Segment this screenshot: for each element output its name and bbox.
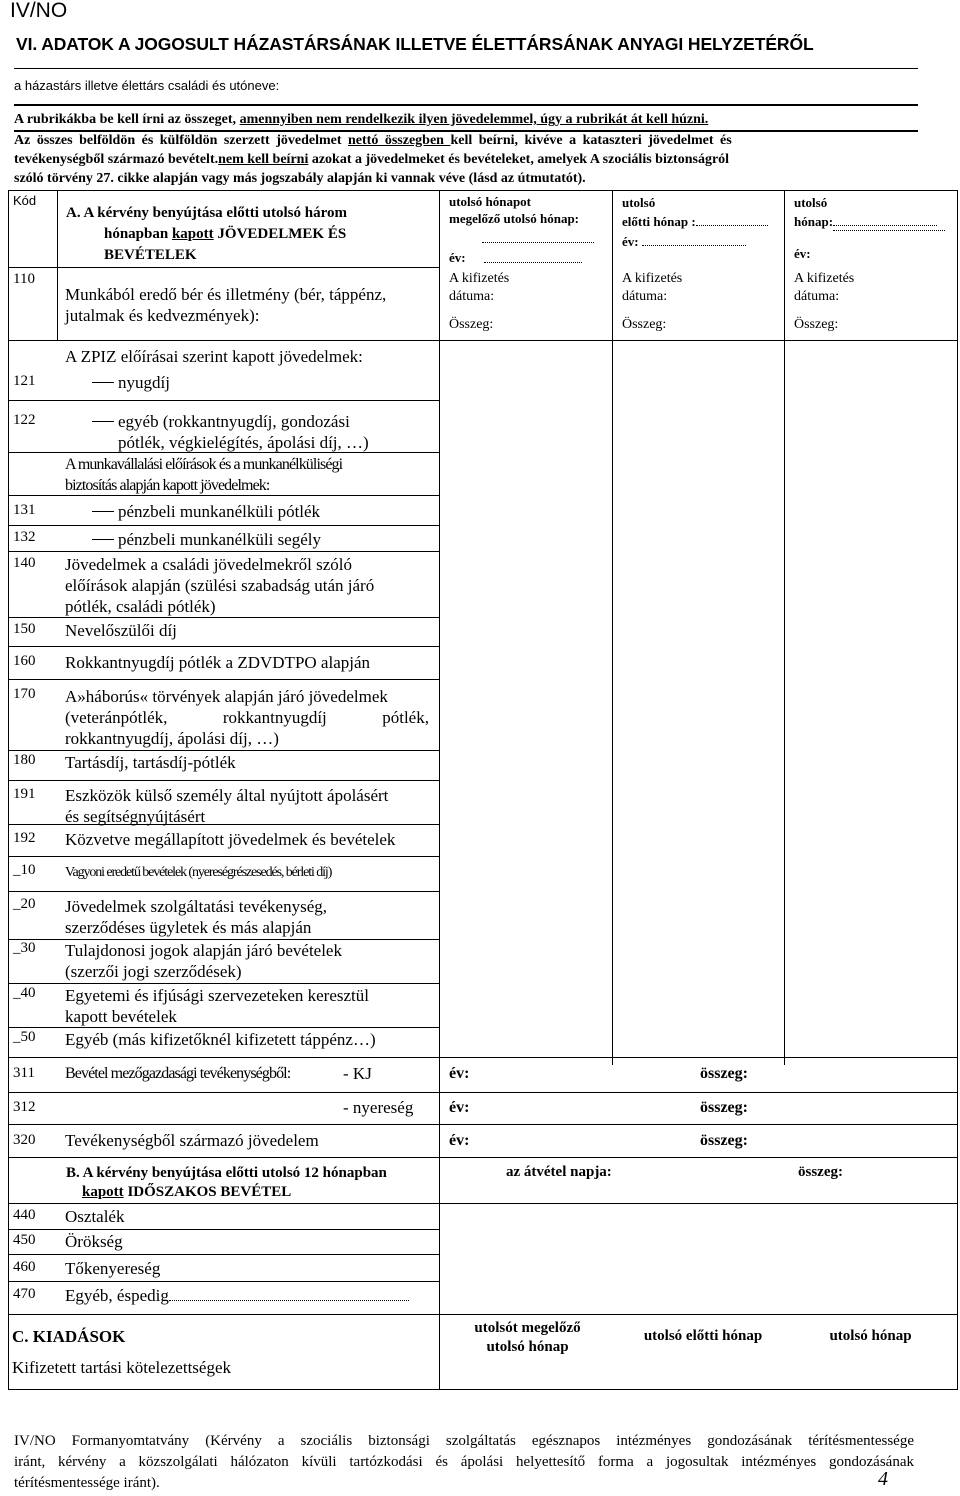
row-code-460: 460	[13, 1259, 36, 1275]
row-line	[8, 1027, 439, 1028]
title-underline	[14, 68, 918, 69]
row-line	[8, 525, 439, 526]
row-code-191: 191	[13, 786, 36, 802]
col3-month-field[interactable]	[833, 230, 945, 231]
row-line	[8, 1281, 439, 1282]
row-text-122: egyéb (rokkantnyugdíj, gondozási pótlék, végkielégítés, ápolási díj, …)	[118, 412, 369, 452]
row-text-160: Rokkantnyugdíj pótlék a ZDVDTPO alapján	[65, 653, 371, 672]
instruction-line-4: szóló törvény 27. cikke alapján vagy más jogszabály alapján ki vannak véve (lásd az útmutatót).	[14, 171, 586, 186]
col3-year-label: év:	[794, 246, 811, 261]
row-line	[8, 1124, 957, 1125]
col1-header: utolsó hónapot megelőző utolsó hónap:	[449, 194, 579, 226]
unemployment-heading: A munkavállalási előírások és a munkanélküliségi biztosítás alapján kapott jövedelmek:	[65, 456, 343, 494]
dash-121	[92, 382, 114, 383]
row-code-30: _30	[13, 940, 36, 956]
table-a-left-border	[8, 190, 9, 1390]
row-text-150: Nevelőszülői díj	[65, 621, 177, 640]
dash-132	[92, 539, 114, 540]
row-text-460: Tőkenyereség	[65, 1259, 161, 1278]
table-a-top-border	[8, 190, 958, 191]
page-number: 4	[878, 1468, 888, 1490]
row-code-312: 312	[13, 1099, 36, 1115]
row-line	[8, 1157, 957, 1158]
row-code-40: _40	[13, 985, 36, 1001]
row-text-110: Munkából eredő bér és illetmény (bér, táppénz, jutalmak és kedvezmények):	[65, 285, 387, 325]
table-c-col2: utolsó előtti hónap	[643, 1328, 763, 1344]
form-id: IV/NO	[10, 0, 68, 22]
col1-payment-date-label: A kifizetés dátuma:	[449, 271, 510, 304]
row-sub-312: - nyereség	[343, 1098, 414, 1117]
row-sum-312: összeg:	[700, 1099, 748, 1116]
code-column-divider	[57, 190, 58, 340]
row-sum-320: összeg:	[700, 1132, 748, 1149]
row-text-40: Egyetemi és ifjúsági szervezeteken keresztül kapott bevételek	[65, 986, 369, 1026]
instruction-underline	[14, 130, 918, 132]
row-text-450: Örökség	[65, 1232, 123, 1251]
col1-year-field[interactable]	[484, 262, 582, 263]
row-text-440: Osztalék	[65, 1207, 125, 1226]
table-bottom-border	[8, 1389, 957, 1390]
row-sub-311: - KJ	[343, 1064, 372, 1083]
row-line	[8, 340, 957, 341]
row-text-180: Tartásdíj, tartásdíj-pótlék	[65, 753, 236, 772]
row-text-50: Egyéb (más kifizetőknél kifizetett táppénz…)	[65, 1030, 376, 1049]
instruction-line-2: Az összes belföldön és külföldön szerzett jövedelmet nettó összegben kell beírni, kivéve a kataszteri jövedelmet és	[14, 133, 732, 148]
table-a-title: A. A kérvény benyújtása előtti utolsó három hónapban kapott JÖVEDELMEK ÉS BEVÉTELEK	[66, 205, 347, 263]
row-line	[8, 679, 439, 680]
col2-amount-label: Összeg:	[622, 317, 667, 332]
instruction-line-3: tevékenységből származó bevételt.nem kell beírni azokat a jövedelmeket és bevételeket, amelyek A szociális biztonságról	[14, 152, 730, 167]
row-code-440: 440	[13, 1207, 36, 1223]
row-text-131: pénzbeli munkanélküli pótlék	[118, 502, 321, 521]
row-year-312: év:	[449, 1099, 470, 1116]
row-line	[8, 1254, 439, 1255]
row-line	[8, 780, 439, 781]
receipt-date-label: az átvétel napja:	[506, 1164, 612, 1180]
spouse-name-field[interactable]	[14, 104, 918, 106]
section-title: VI. ADATOK A JOGOSULT HÁZASTÁRSÁNAK ILLETVE ÉLETTÁRSÁNAK ANYAGI HELYZETÉRŐL	[16, 34, 814, 54]
dash-122	[92, 421, 114, 422]
row-line	[8, 983, 439, 984]
row-year-311: év:	[449, 1065, 470, 1082]
row-code-150: 150	[13, 621, 36, 637]
row-code-131: 131	[13, 502, 36, 518]
row-text-30: Tulajdonosi jogok alapján járó bevételek (szerzői jogi szerződések)	[65, 941, 342, 981]
row-code-470: 470	[13, 1286, 36, 1302]
row-code-50: _50	[13, 1029, 36, 1045]
row-line	[8, 1229, 439, 1230]
row-code-180: 180	[13, 752, 36, 768]
row-code-450: 450	[13, 1232, 36, 1248]
row-line	[8, 1203, 957, 1204]
row-text-192: Közvetve megállapított jövedelmek és bevételek	[65, 830, 396, 849]
row-line	[8, 400, 439, 401]
col3-divider	[784, 190, 785, 1065]
col2-divider	[612, 190, 613, 1065]
row-code-320: 320	[13, 1132, 36, 1148]
kod-label: Kód	[13, 193, 37, 208]
table-b-sum-label: összeg:	[798, 1164, 843, 1180]
row-text-320: Tevékenységből származó jövedelem	[65, 1131, 319, 1150]
row-line	[8, 750, 439, 751]
footer-text: IV/NO Formanyomtatvány (Kérvény a szociális biztonsági szolgáltatás egésznapos intézményes gondozásának térítésmentessége iránt, kérvény a közszolgálati hálózaton kívüli tartózkodási és ápolási helyettesítő forma a jogosultak intézményes gondozásának térítésmentessége iránt).	[14, 1433, 914, 1491]
row-code-170: 170	[13, 686, 36, 702]
col2-payment-date-label: A kifizetés dátuma:	[622, 271, 683, 304]
row-code-122: 122	[13, 412, 36, 428]
row-line	[8, 551, 439, 552]
col3-payment-date-label: A kifizetés dátuma:	[794, 271, 855, 304]
row-line	[8, 1314, 957, 1315]
table-b-title: B. A kérvény benyújtása előtti utolsó 12 hónapban kapott IDŐSZAKOS BEVÉTEL	[66, 1165, 387, 1200]
row-text-140: Jövedelmek a családi jövedelmekről szóló előírások alapján (szülési szabadság után járó pótlék, családi pótlék)	[65, 555, 375, 616]
row-line	[8, 617, 439, 618]
row-line	[8, 1092, 957, 1093]
spouse-name-label: a házastárs illetve élettárs családi és utóneve:	[14, 78, 280, 93]
row-line	[8, 891, 439, 892]
table-c-title: C. KIADÁSOK	[12, 1327, 126, 1346]
table-right-border	[957, 190, 958, 1390]
col3-amount-label: Összeg:	[794, 317, 839, 332]
row-text-10: Vagyoni eredetű bevételek (nyereségrészesedés, bérleti díj)	[65, 865, 332, 880]
row-line	[8, 856, 439, 857]
row-code-110: 110	[13, 271, 35, 287]
row-code-10: _10	[13, 862, 36, 878]
row-line	[8, 646, 439, 647]
row-line	[8, 1057, 957, 1058]
other-specify-field[interactable]	[169, 1300, 409, 1301]
table-c-col3: utolsó hónap	[829, 1328, 912, 1344]
table-c-col1: utolsót megelőző utolsó hónap	[474, 1320, 581, 1355]
zpiz-heading: A ZPIZ előírásai szerint kapott jövedelmek:	[65, 347, 363, 366]
col2-header: utolsó előtti hónap :	[622, 193, 768, 231]
row-year-320: év:	[449, 1132, 470, 1149]
row-code-121: 121	[13, 373, 36, 389]
row-sum-311: összeg:	[700, 1065, 748, 1082]
col1-month-field[interactable]	[482, 242, 594, 243]
row-text-132: pénzbeli munkanélküli segély	[118, 530, 321, 549]
instruction-line-1: A rubrikákba be kell írni az összeget, amennyiben nem rendelkezik ilyen jövedelemmel, úgy a rubrikát át kell húzni.	[14, 112, 709, 127]
dash-131	[92, 511, 114, 512]
row-code-160: 160	[13, 653, 36, 669]
row-text-311: Bevétel mezőgazdasági tevékenységből:	[65, 1065, 291, 1082]
row-text-470: Egyéb, éspedig	[65, 1285, 435, 1306]
row-code-20: _20	[13, 896, 36, 912]
row-text-191: Eszközök külső személy által nyújtott ápolásért és segítségnyújtásért	[65, 786, 389, 826]
row-text-121: nyugdíj	[118, 373, 170, 392]
col1-amount-label: Összeg:	[449, 317, 494, 332]
row-line	[8, 267, 439, 268]
row-code-311: 311	[13, 1065, 35, 1081]
row-text-170: A»háborús« törvények alapján járó jövedelmek (veteránpótlék, rokkantnyugdíj pótlék, rokkantnyugdíj, ápolási díj, …)	[65, 687, 429, 748]
table-c-row-text: Kifizetett tartási kötelezettségek	[12, 1358, 232, 1377]
row-text-20: Jövedelmek szolgáltatási tevékenység, szerződéses ügyletek és más alapján	[65, 897, 327, 937]
col2-year-label: év:	[622, 234, 746, 250]
row-code-132: 132	[13, 529, 36, 545]
row-code-192: 192	[13, 830, 36, 846]
desc-column-divider	[439, 190, 440, 1390]
col3-header: utolsó hónap:	[794, 193, 937, 231]
row-code-140: 140	[13, 555, 36, 571]
col1-year-label: év:	[449, 250, 466, 265]
